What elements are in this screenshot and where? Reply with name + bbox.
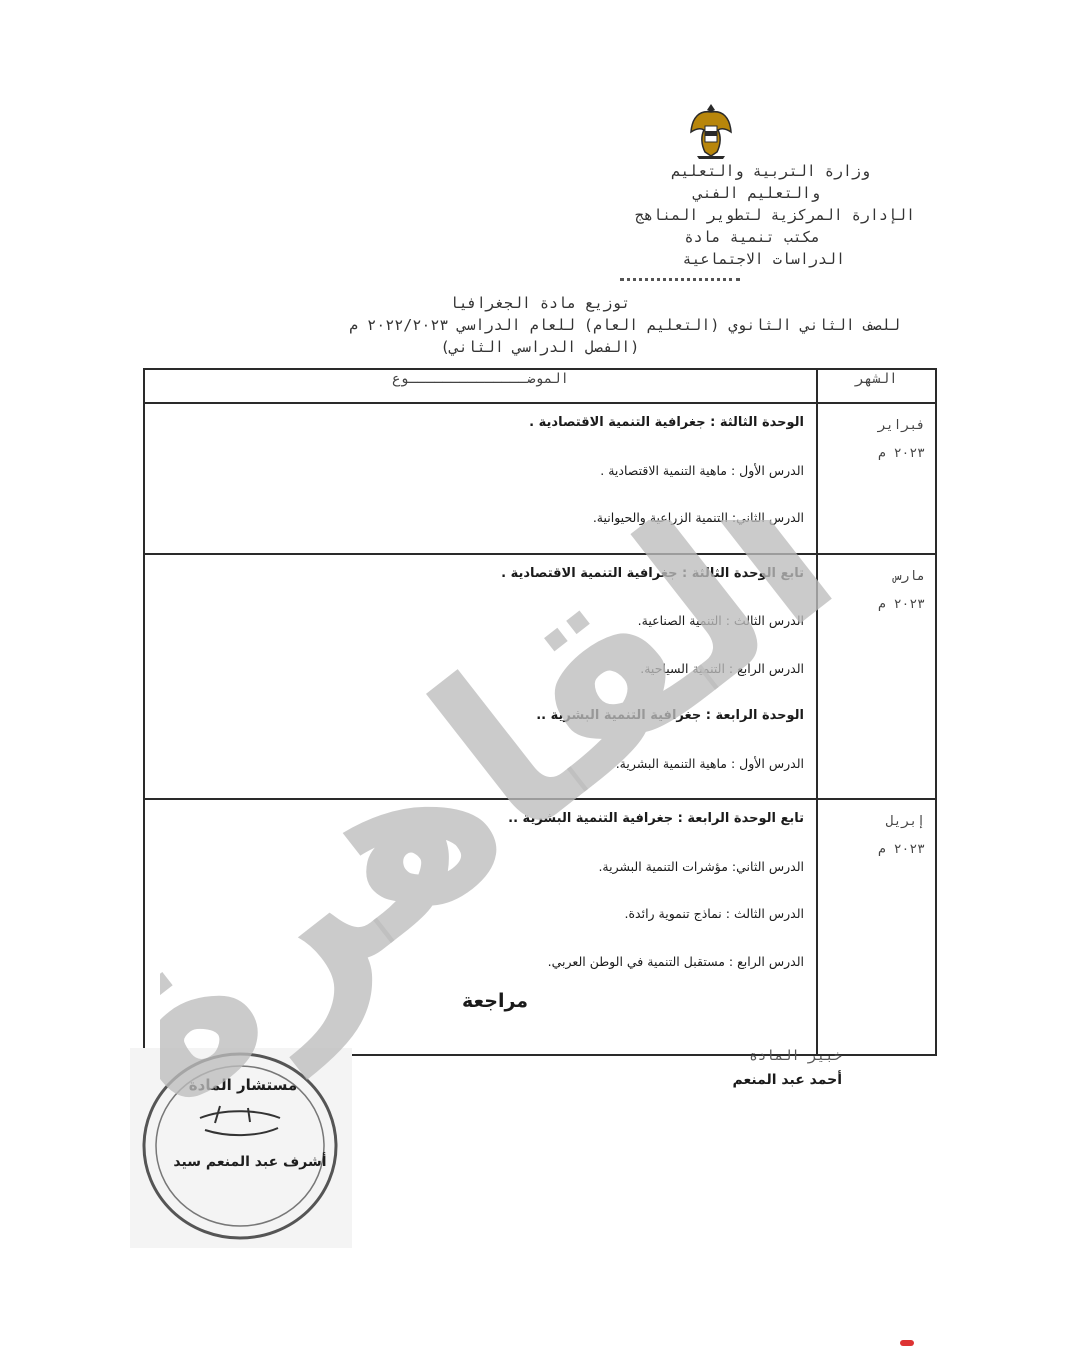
department-name: الإدارة المركزية لتطوير المناهج — [635, 206, 915, 224]
month-cell — [817, 403, 936, 554]
document-title — [150, 292, 930, 358]
review-label: مراجعة — [462, 990, 529, 1012]
lesson-item: الدرس الأول : ماهية التنمية الاقتصادية . — [600, 462, 804, 478]
month-cell — [817, 799, 936, 1055]
title-line-1: توزيع مادة الجغرافيا — [449, 294, 631, 312]
lesson-item: الدرس الرابع : التنمية السياحية. — [640, 660, 804, 676]
ministry-header — [450, 160, 915, 281]
month-name: فبراير — [878, 418, 925, 433]
unit-title: تابع الوحدة الثالثة : جغرافية التنمية الاقتصادية . — [501, 565, 804, 581]
official-stamp — [130, 1048, 352, 1248]
month-year: ٢٠٢٣ م — [878, 596, 925, 612]
stamp-title: مستشار المادة — [188, 1076, 298, 1094]
month-year: ٢٠٢٣ م — [878, 842, 925, 857]
watermark-text: القاهرة — [160, 520, 860, 1157]
month-name: إبريل — [885, 814, 925, 829]
eagle-emblem-icon — [689, 102, 733, 160]
ministry-name: وزارة التربية والتعليم — [671, 162, 870, 180]
month-cell — [817, 554, 936, 800]
subject-expert-signature — [732, 1048, 842, 1088]
lesson-item: الدرس الأول : ماهية التنمية البشرية. — [615, 755, 804, 771]
technical-education: والتعليم الفني — [693, 184, 820, 202]
distribution-table — [143, 368, 937, 1056]
table-header-row — [144, 369, 936, 403]
unit-title: تابع الوحدة الرابعة : جغرافية التنمية البشرية .. — [508, 811, 804, 826]
topics-cell — [144, 554, 817, 800]
lesson-item: الدرس الثالث : التنمية الصناعية. — [637, 613, 804, 628]
table-row — [144, 554, 936, 800]
unit-title: الوحدة الثالثة : جغرافية التنمية الاقتصادية . — [529, 415, 804, 430]
subject-name: الدراسات الاجتماعية — [682, 250, 845, 268]
lesson-item: الدرس الثاني: مؤشرات التنمية البشرية. — [598, 858, 804, 874]
topics-cell — [144, 799, 817, 1055]
header-divider — [620, 274, 740, 281]
month-year: ٢٠٢٣ م — [878, 446, 925, 461]
topic-column-header: الموضــــــــــــــوع — [144, 369, 817, 403]
table-row — [144, 799, 936, 1055]
month-name: مارس — [893, 568, 925, 584]
corner-marker — [900, 1340, 914, 1346]
table-row — [144, 403, 936, 554]
lesson-item: الدرس الرابع : مستقبل التنمية في الوطن العربي. — [547, 953, 804, 969]
unit-title: الوحدة الرابعة : جغرافية التنمية البشرية .. — [536, 708, 804, 723]
lesson-item: الدرس الثالث : نماذج تنموية رائدة. — [624, 906, 804, 921]
stamp-name: أشرف عبد المنعم سيد — [173, 1154, 327, 1170]
title-line-2: للصف الثاني الثانوي (التعليم العام) للعام الدراسي ٢٠٢٢/٢٠٢٣ م — [349, 316, 900, 334]
title-line-3: (الفصل الدراسي الثاني) — [440, 338, 640, 356]
month-column-header: الشهر — [817, 369, 936, 403]
topics-cell — [144, 403, 817, 554]
office-name: مكتب تنمية مادة — [684, 228, 820, 246]
expert-name: أحمد عبد المنعم — [732, 1072, 842, 1088]
lesson-item: الدرس الثاني: التنمية الزراعية والحيوانية. — [592, 510, 804, 525]
expert-label: خبير المادة — [749, 1048, 842, 1064]
